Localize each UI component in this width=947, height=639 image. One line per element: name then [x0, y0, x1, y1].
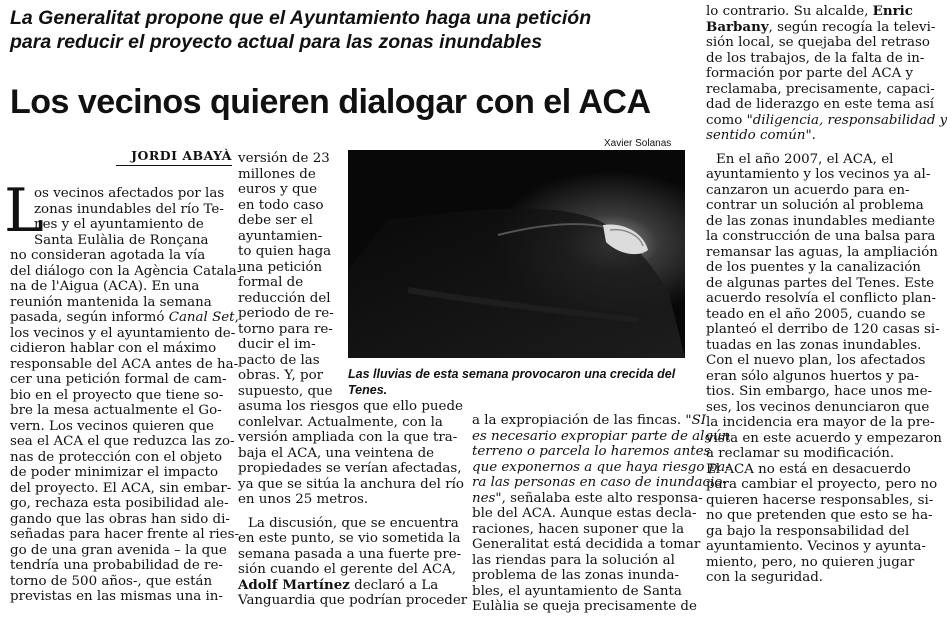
- text-line: os vecinos afectados por las: [34, 186, 225, 201]
- text-line: en unos 25 metros.: [238, 492, 369, 507]
- text-line: los vecinos y el ayuntamiento de-: [10, 325, 236, 341]
- subtitle-line-1: La Generalitat propone que el Ayuntamiento haga una petición: [10, 7, 592, 29]
- text-line: problema de las zonas inunda-: [472, 568, 679, 583]
- text-line: ga bajo la responsabilidad del: [706, 523, 910, 539]
- text-line: del proyecto. El ACA, sin embar-: [10, 480, 232, 496]
- text-line: tendría una probabilidad de re-: [10, 558, 223, 573]
- text-line: pasada, según informó Canal Set,: [10, 310, 239, 325]
- text-line: El ACA no está en desacuerdo: [706, 461, 911, 477]
- text-line: vista en este acuerdo y empezaron: [706, 430, 942, 446]
- text-line: ayuntamiento. Vecinos y ayunta-: [706, 539, 926, 554]
- text-line: a reclamar su modificación.: [706, 446, 895, 461]
- text-line: to quien haga: [238, 244, 332, 259]
- text-line: bio en el proyecto que tiene so-: [10, 387, 224, 403]
- text-line: en este punto, se vio sometida la: [238, 531, 461, 546]
- text-line: como "diligencia, responsabilidad y: [706, 112, 947, 128]
- text-line: eran sólo algunos huertos y pa-: [706, 368, 920, 384]
- text-line: miento, pero, no quieren jugar: [706, 554, 915, 570]
- text-line: no consideran agotada la vía: [10, 248, 206, 263]
- text-line: Adolf Martínez declaró a La: [238, 576, 439, 593]
- text-line: nes", señalaba este alto responsa-: [472, 490, 703, 506]
- text-line: go de una gran avenida – la que: [10, 542, 227, 558]
- text-line: de algunas partes del Tenes. Este: [706, 275, 935, 291]
- text-line: previstas en las mismas una in-: [10, 589, 223, 604]
- text-line: reunión mantenida la semana: [10, 294, 212, 310]
- text-line: tuadas en las zonas inundables.: [706, 337, 922, 353]
- text-line: Con el nuevo plan, los afectados: [706, 353, 926, 368]
- text-line: Eulàlia se queja precisamente de: [472, 599, 697, 614]
- text-line: pacto de las: [238, 352, 320, 368]
- text-line: cidieron hablar con el máximo: [10, 341, 217, 356]
- photo-credit: Xavier Solanas: [604, 138, 672, 149]
- text-line: ble del ACA. Aunque estas decla-: [472, 506, 697, 521]
- text-line: planteó el derribo de 120 casas si-: [706, 322, 940, 337]
- text-line: debe ser el: [238, 213, 313, 228]
- text-line: baja el ACA, una veintena de: [238, 445, 435, 461]
- text-line: que exponernos a que haya riesgo pa-: [472, 459, 730, 475]
- text-line: de las zonas inundables mediante: [706, 213, 936, 229]
- text-line: torno de 500 años-, que están: [10, 573, 213, 589]
- text-line: En el año 2007, el ACA, el: [716, 151, 894, 167]
- text-line: go, rechaza esta posibilidad ale-: [10, 496, 229, 511]
- text-line: La discusión, que se encuentra: [248, 515, 459, 531]
- text-line: Generalitat está decidida a tomar: [472, 537, 701, 552]
- text-line: en todo caso: [238, 197, 324, 213]
- text-line: ayuntamien-: [238, 228, 323, 244]
- text-line: tios. Sin embargo, hace unos me-: [706, 384, 933, 399]
- text-line: para cambiar el proyecto, pero no: [706, 477, 938, 492]
- text-line: Santa Eulàlia de Ronçana: [34, 232, 209, 248]
- text-line: sentido común".: [706, 128, 816, 143]
- text-line: ra las personas en caso de inundacio-: [472, 475, 727, 490]
- text-line: del diálogo con la Agència Catala-: [10, 263, 242, 279]
- article-headline: Los vecinos quieren dialogar con el ACA: [10, 83, 651, 121]
- text-line: a la expropiación de las fincas. "SI: [472, 413, 707, 428]
- article-column-2-continued: [238, 399, 468, 609]
- text-line: na de l'Aigua (ACA). En una: [10, 279, 200, 294]
- text-line: versión ampliada con la que tra-: [238, 430, 458, 445]
- text-line: de los trabajos, de la falta de in-: [706, 50, 925, 66]
- flood-river-photo: [348, 150, 685, 358]
- subtitle-line-2: para reducir el proyecto actual para las zonas inundables: [10, 31, 543, 53]
- text-line: sión local, se quejaba del retraso: [706, 35, 930, 50]
- text-line: propiedades se verían afectadas,: [238, 461, 462, 476]
- article-column-1: [10, 186, 242, 605]
- text-line: euros y que: [238, 182, 318, 197]
- text-line: reclamaba, precisamente, capaci-: [706, 81, 935, 97]
- article-column-2: [238, 151, 344, 399]
- text-line: no que pretenden que esto se ha-: [706, 508, 933, 523]
- text-line: de poder minimizar el impacto: [10, 465, 219, 480]
- text-line: supuesto, que: [238, 383, 333, 399]
- text-line: obras. Y, por: [238, 368, 324, 383]
- text-line: cer una petición formal de cam-: [10, 372, 227, 387]
- text-line: la incidencia era mayor de la pre-: [706, 415, 935, 430]
- text-line: bre la mesa actualmente el Go-: [10, 403, 222, 418]
- article-subtitle: [10, 6, 690, 54]
- text-line: ducir el im-: [238, 337, 316, 352]
- text-line: es necesario expropiar parte de algún: [472, 428, 731, 444]
- text-line: señadas para hacer frente al ries-: [10, 527, 239, 542]
- text-line: zonas inundables del río Te-: [34, 201, 224, 217]
- text-line: raciones, hacen suponer que la: [472, 521, 685, 537]
- text-line: sión cuando el gerente del ACA,: [238, 562, 457, 577]
- text-line: asuma los riesgos que ello puede: [238, 399, 463, 414]
- text-line: remansar las aguas, la ampliación: [706, 244, 938, 260]
- text-line: gando que las obras han sido di-: [10, 511, 230, 527]
- text-line: dad de liderazgo en este tema así: [706, 97, 935, 112]
- text-line: contrar un solución al problema: [706, 198, 924, 213]
- text-line: reducción del: [238, 290, 331, 306]
- text-line: la construcción de una balsa para: [706, 229, 936, 244]
- text-line: teado en el año 2005, cuando se: [706, 306, 926, 322]
- text-line: responsable del ACA antes de ha-: [10, 356, 239, 372]
- article-column-4: [706, 3, 947, 586]
- text-line: bles, el ayuntamiento de Santa: [472, 583, 682, 599]
- text-line: vern. Los vecinos quieren que: [10, 418, 214, 434]
- text-line: de los puentes y la canalización: [706, 260, 921, 275]
- text-line: millones de: [238, 166, 316, 182]
- text-line: lo contrario. Su alcalde, Enric: [706, 3, 913, 19]
- text-line: formación por parte del ACA y: [706, 66, 914, 81]
- text-line: semana pasada a una fuerte pre-: [238, 546, 462, 562]
- text-line: nes y el ayuntamiento de: [34, 217, 204, 232]
- byline: JORDI ABAYÀ: [131, 148, 232, 163]
- text-line: con la seguridad.: [706, 570, 824, 585]
- text-line: una petición: [238, 259, 323, 275]
- text-line: las riendas para la solución al: [472, 552, 675, 568]
- text-line: conlelvar. Actualmente, con la: [238, 414, 443, 430]
- text-line: ya que se sitúa la anchura del río: [238, 476, 464, 492]
- text-line: ses, los vecinos denunciaron que: [706, 399, 930, 415]
- text-line: terreno o parcela lo haremos antes: [472, 444, 711, 459]
- text-line: formal de: [238, 275, 304, 290]
- text-line: versión de 23: [238, 151, 330, 166]
- text-line: quieren hacerse responsables, si-: [706, 492, 934, 508]
- news-photo: [348, 150, 685, 358]
- text-line: canzaron un acuerdo para en-: [706, 182, 910, 198]
- photo-caption: Las lluvias de esta semana provocaron una crecida del Tenes.: [348, 367, 676, 397]
- drop-cap: L: [4, 176, 44, 246]
- text-line: Barbany, según recogía la televi-: [706, 18, 936, 35]
- byline-rule: [116, 165, 232, 166]
- text-line: Vanguardia que podrían proceder: [238, 593, 468, 608]
- text-line: acuerdo resolvía el conflicto plan-: [706, 291, 937, 306]
- article-column-3: [472, 413, 731, 615]
- text-line: torno para re-: [238, 321, 333, 337]
- text-line: nas de protección con el objeto: [10, 449, 223, 465]
- text-line: ayuntamiento y los vecinos ya al-: [706, 167, 931, 182]
- text-line: sea el ACA el que reduzca las zo-: [10, 434, 235, 449]
- text-line: periodo de re-: [238, 306, 334, 321]
